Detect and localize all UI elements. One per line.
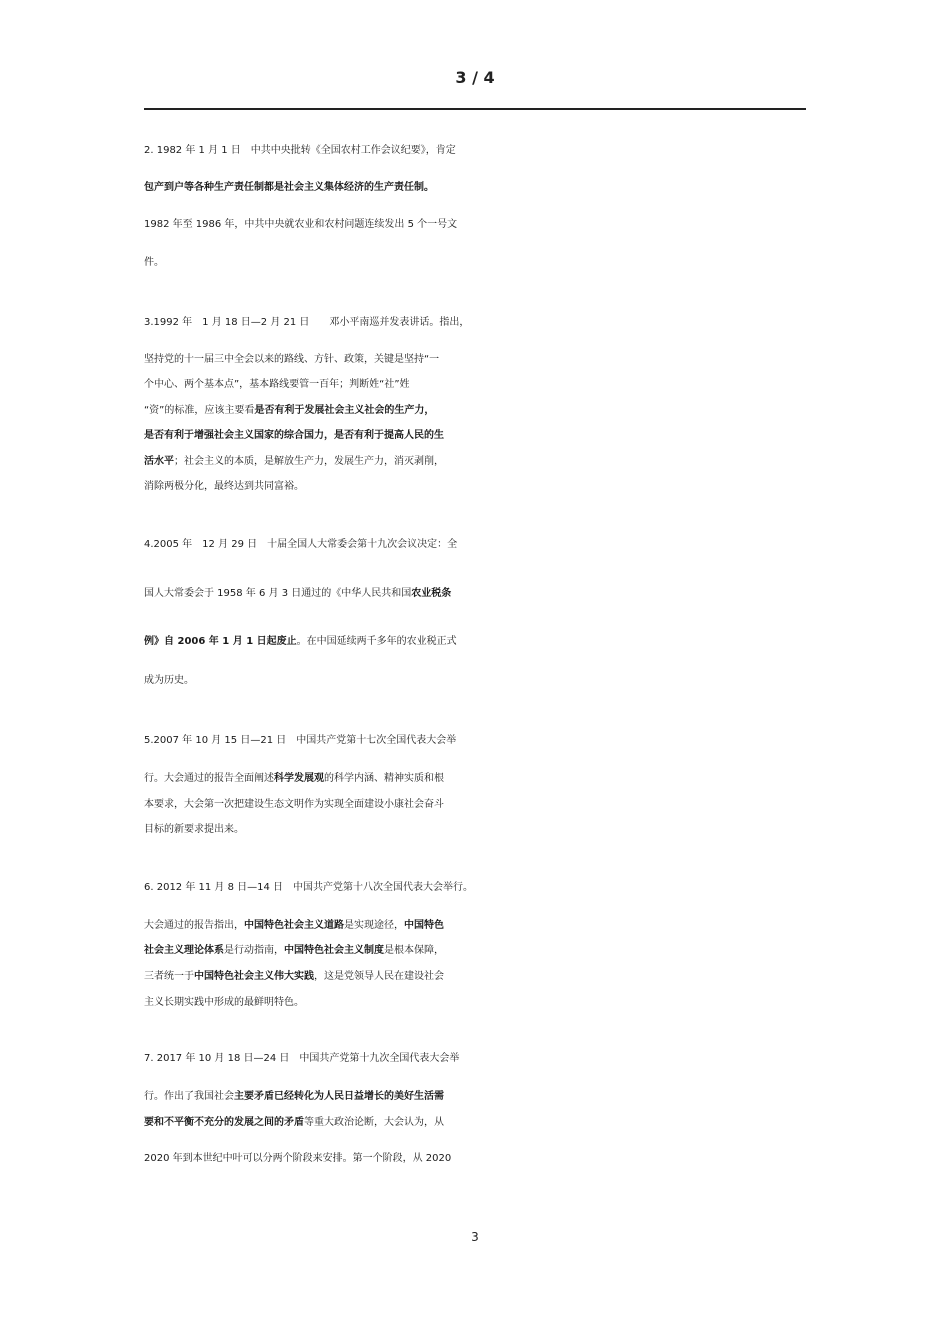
text: 三者统一于 — [144, 971, 194, 982]
entry-6-line-4 — [144, 964, 824, 990]
bold-text: 活水平 — [144, 456, 174, 467]
entry-6-line-2 — [144, 913, 824, 939]
bold-text: 要和不平衡不充分的发展之间的矛盾 — [144, 1117, 304, 1128]
bold-text: 例》自 2006 年 1 月 1 日起废止 — [144, 636, 297, 647]
entry-2-line-1: 2. 1982 年 1 月 1 日 中共中央批转《全国农村工作会议纪要》，肯定 — [144, 145, 456, 156]
entry-4-line-4: 成为历史。 — [144, 675, 194, 686]
entry-3-line-3: 个中心、两个基本点”，基本路线要管一百年；判断姓“社”姓 — [144, 379, 410, 390]
entry-6-line-5: 主义长期实践中形成的最鲜明特色。 — [144, 997, 304, 1008]
entry-5-line-1: 5.2007 年 10 月 15 日—21 日 中国共产党第十七次全国代表大会举 — [144, 735, 457, 746]
bold-text: 社会主义理论体系 — [144, 945, 224, 956]
text: 的科学内涵、精神实质和根 — [324, 773, 444, 784]
text: ；社会主义的本质，是解放生产力，发展生产力，消灭剥削， — [174, 456, 444, 467]
text: 是实现途径， — [344, 920, 404, 931]
bold-text: 是否有利于发展社会主义社会的生产力， — [254, 405, 435, 416]
entry-2-line-4: 件。 — [144, 257, 164, 268]
bold-text: 是否有利于增强社会主义国家的综合国力， — [144, 430, 334, 441]
entry-7-line-3 — [144, 1110, 824, 1136]
text: ，这是党领导人民在建设社会 — [314, 971, 444, 982]
entry-3-line-5 — [144, 423, 824, 449]
entry-6-line-1: 6. 2012 年 11 月 8 日—14 日 中国共产党第十八次全国代表大会举行。 — [144, 882, 474, 893]
text: 。在中国延续两千多年的农业税正式 — [296, 636, 457, 647]
page-indicator: 3 / 4 — [455, 68, 495, 87]
entry-6-line-3 — [144, 938, 824, 964]
text: “资”的标准，应该主要看 — [144, 405, 255, 416]
entry-7-line-2 — [144, 1084, 824, 1110]
text: 是行动指南， — [224, 945, 284, 956]
text: 大会通过的报告指出， — [144, 920, 244, 931]
entry-3-line-6 — [144, 449, 824, 475]
entry-2-line-3: 1982 年至 1986 年，中共中央就农业和农村问题连续发出 5 个一号文 — [144, 219, 458, 230]
bold-text: 科学发展观 — [274, 773, 324, 784]
entry-3-line-4 — [144, 398, 824, 424]
bold-text: 是否有利于提高人民的生 — [334, 430, 444, 441]
text: 国人大常委会于 1958 年 6 月 3 日通过的《中华人民共和国 — [144, 588, 412, 599]
entry-2-line-2 — [144, 175, 824, 201]
page-number: 3 — [471, 1230, 479, 1244]
bold-text: 中国特色社会主义制度 — [284, 945, 384, 956]
entry-5-line-4: 目标的新要求提出来。 — [144, 824, 244, 835]
entry-3-line-7: 消除两极分化，最终达到共同富裕。 — [144, 481, 304, 492]
header-rule — [144, 108, 806, 110]
text: 行。作出了我国社会 — [144, 1091, 234, 1102]
entry-7-line-1: 7. 2017 年 10 月 18 日—24 日 中国共产党第十九次全国代表大会举 — [144, 1053, 460, 1064]
entry-3-line-1: 3.1992 年 1 月 18 日—2 月 21 日 邓小平南巡并发表讲话。指出， — [144, 317, 470, 328]
text: 行。大会通过的报告全面阐述 — [144, 773, 274, 784]
entry-3-line-2: 坚持党的十一届三中全会以来的路线、方针、政策，关键是坚持“一 — [144, 354, 440, 365]
entry-7-line-4: 2020 年到本世纪中叶可以分两个阶段来安排。第一个阶段，从 2020 — [144, 1153, 452, 1164]
bold-text: 农业税条 — [411, 588, 452, 599]
bold-text: 中国特色 — [404, 920, 444, 931]
entry-5-line-3: 本要求，大会第一次把建设生态文明作为实现全面建设小康社会奋斗 — [144, 799, 444, 810]
entry-4-line-1: 4.2005 年 12 月 29 日 十届全国人大常委会第十九次会议决定：全 — [144, 539, 458, 550]
bold-text: 中国特色社会主义伟大实践 — [194, 971, 314, 982]
bold-text: 中国特色社会主义道路 — [244, 920, 344, 931]
bold-text: 包产到户等各种生产责任制都是社会主义集体经济的生产责任制。 — [144, 182, 434, 193]
entry-4-line-2 — [144, 581, 824, 607]
text: 等重大政治论断，大会认为，从 — [304, 1117, 444, 1128]
text: 是根本保障， — [384, 945, 444, 956]
bold-text: 主要矛盾已经转化为人民日益增长的美好生活需 — [234, 1091, 444, 1102]
entry-5-line-2 — [144, 766, 824, 792]
entry-4-line-3 — [144, 629, 824, 655]
